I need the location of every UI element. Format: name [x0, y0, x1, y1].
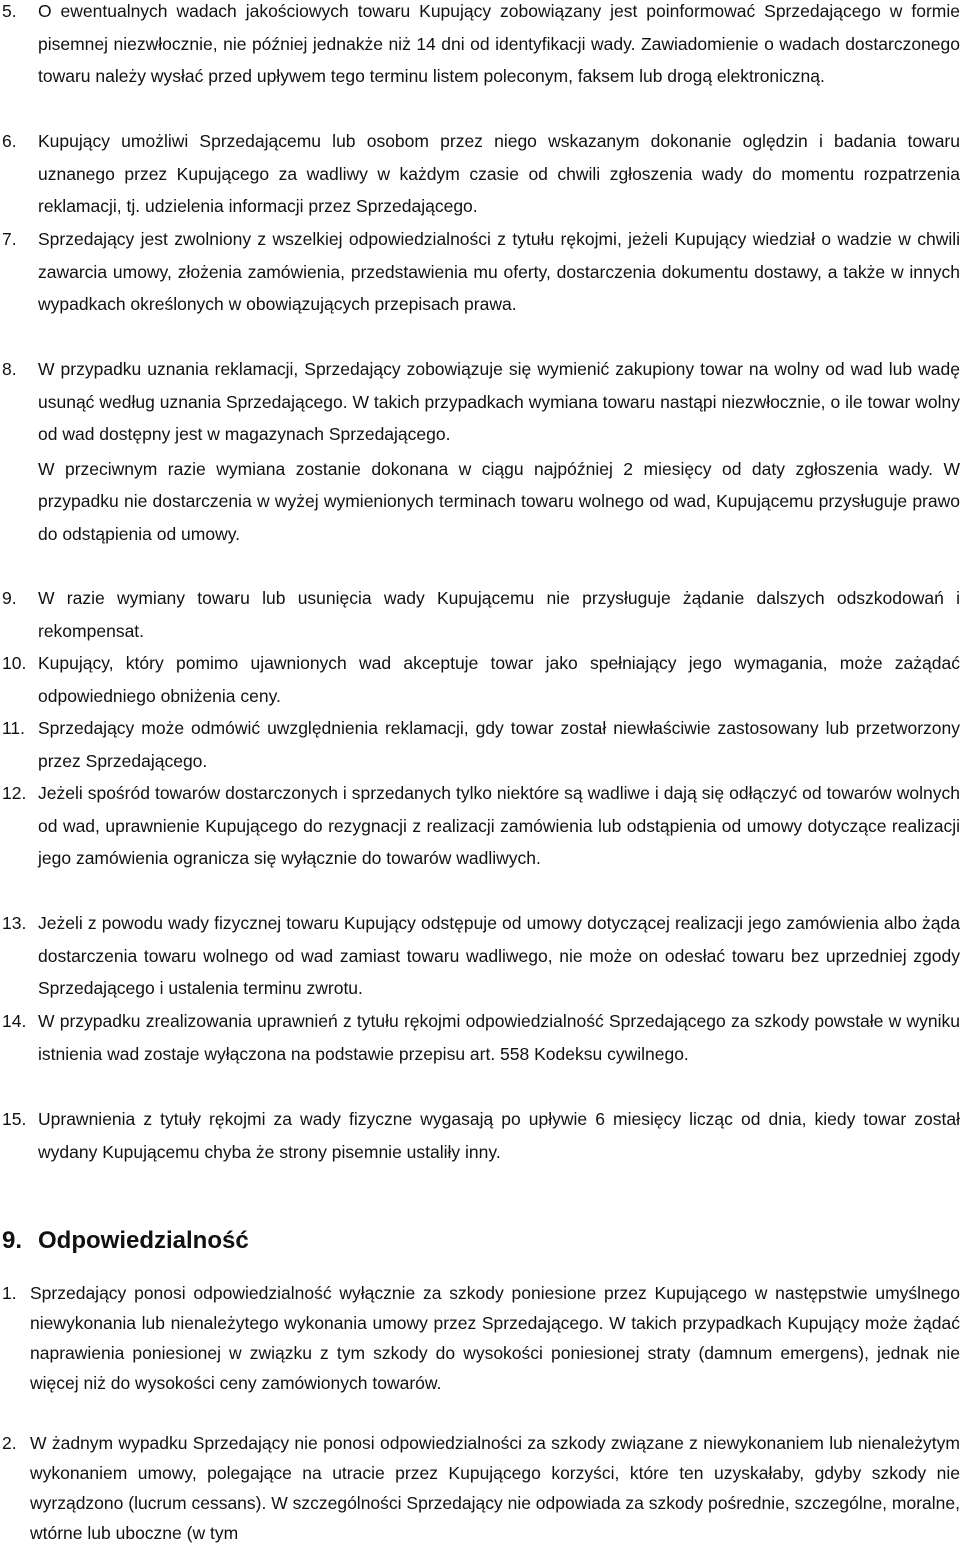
- item-number: 10.: [2, 653, 27, 673]
- list-item-15: [0, 1103, 960, 1168]
- section-number: 9.: [2, 1227, 23, 1254]
- item-number: 11.: [2, 718, 26, 738]
- item-number: 15.: [2, 1109, 27, 1129]
- item-text: Jeżeli z powodu wady fizycznej towaru Kupujący odstępuje od umowy dotyczącej realizacji jego zamówienia albo żąda dostarczenia towaru wolnego od wad zamiast towaru wadliwego, nie może on odesłać towaru bez uprzedniej zgody Sprzedającego i ustalenia terminu zwrotu.: [38, 913, 960, 999]
- list-item-5: [0, 0, 960, 93]
- item-number: 14.: [2, 1011, 27, 1031]
- list-item-14: [0, 1005, 960, 1070]
- item-number: 8.: [2, 359, 17, 379]
- item-text: W żadnym wypadku Sprzedający nie ponosi odpowiedzialności za szkody związane z niewykonaniem lub nienależytym wykonaniem umowy, polegające na utracie przez Kupującego korzyści, które ten uzyskałaby, gdyby szkody nie wyrządzono (lucrum cessans). W szczególności Sprzedający nie odpowiada za szkody pośrednie, szczególne, moralne, wtórne lub uboczne (w tym: [30, 1433, 960, 1543]
- item-text: Sprzedający może odmówić uwzględnienia reklamacji, gdy towar został niewłaściwie zastosowany lub przetworzony przez Sprzedającego.: [38, 718, 960, 771]
- list-item-7: [0, 223, 960, 321]
- item-number: 6.: [2, 131, 17, 151]
- list-item-6: [0, 125, 960, 223]
- item-number: 9.: [2, 588, 17, 608]
- item-text: Sprzedający jest zwolniony z wszelkiej odpowiedzialności z tytułu rękojmi, jeżeli Kupujący wiedział o wadzie w chwili zawarcia umowy, złożenia zamówienia, przedstawienia mu oferty, dostarczenia dokumentu dostawy, a także w innych wypadkach określonych w obowiązujących przepisach prawa.: [38, 229, 960, 315]
- section9-item-2: [0, 1428, 960, 1548]
- list-item-9: [0, 582, 960, 647]
- item-text: O ewentualnych wadach jakościowych towaru Kupujący zobowiązany jest poinformować Sprzedającego w formie pisemnej niezwłocznie, nie później jednakże niż 14 dni od identyfikacji wady. Zawiadomienie o wadach dostarczonego towaru należy wysłać przed upływem tego terminu listem poleconym, faksem lub drogą elektroniczną.: [38, 1, 960, 87]
- item-text: Jeżeli spośród towarów dostarczonych i sprzedanych tylko niektóre są wadliwe i dają się odłączyć od towarów wolnych od wad, uprawnienie Kupującego do rezygnacji z realizacji zamówienia lub odstąpienia od umowy dotyczące realizacji jego zamówienia ogranicza się wyłącznie do towarów wadliwych.: [38, 783, 960, 869]
- section-heading: [2, 1224, 249, 1258]
- list-item-12: [0, 777, 960, 875]
- item-text: W razie wymiany towaru lub usunięcia wady Kupującemu nie przysługuje żądanie dalszych odszkodowań i rekompensat.: [38, 588, 960, 641]
- list-item-11: [0, 712, 960, 777]
- item-number: 7.: [2, 229, 17, 249]
- item-number: 1.: [2, 1283, 17, 1303]
- list-item-8: [0, 353, 960, 551]
- item-text-continued: W przeciwnym razie wymiana zostanie dokonana w ciągu najpóźniej 2 miesięcy od daty zgłoszenia wady. W przypadku nie dostarczenia w wyżej wymienionych terminach towaru wolnego od wad, Kupującemu przysługuje prawo do odstąpienia od umowy.: [38, 458, 960, 544]
- section-title: Odpowiedzialność: [38, 1227, 249, 1254]
- list-item-10: [0, 647, 960, 712]
- list-item-13: [0, 907, 960, 1005]
- item-text: W przypadku uznania reklamacji, Sprzedający zobowiązuje się wymienić zakupiony towar na wolny od wad lub wadę usunąć według uznania Sprzedającego. W takich przypadkach wymiana towaru nastąpi niezwłocznie, o ile towar wolny od wad dostępny jest w magazynach Sprzedającego.: [38, 359, 960, 445]
- item-text: Kupujący, który pomimo ujawnionych wad akceptuje towar jako spełniający jego wymagania, może zażądać odpowiedniego obniżenia ceny.: [38, 653, 960, 706]
- item-number: 12.: [2, 783, 27, 803]
- item-text: Sprzedający ponosi odpowiedzialność wyłącznie za szkody poniesione przez Kupującego w następstwie umyślnego niewykonania lub nienależytego wykonania umowy przez Sprzedającego. W takich przypadkach Kupujący może żądać naprawienia poniesionej w związku z tym szkody do wysokości poniesionej straty (damnum emergens), jednak nie więcej niż do wysokości ceny zamówionych towarów.: [30, 1283, 960, 1393]
- item-text: Uprawnienia z tytuły rękojmi za wady fizyczne wygasają po upływie 6 miesięcy licząc od dnia, kiedy towar został wydany Kupującemu chyba że strony pisemnie ustaliły inny.: [38, 1109, 960, 1162]
- item-text: W przypadku zrealizowania uprawnień z tytułu rękojmi odpowiedzialność Sprzedającego za szkody powstałe w wyniku istnienia wad zostaje wyłączona na podstawie przepisu art. 558 Kodeksu cywilnego.: [38, 1011, 960, 1064]
- item-number: 13.: [2, 913, 27, 933]
- section9-item-1: [0, 1278, 960, 1398]
- item-number: 5.: [2, 1, 17, 21]
- item-number: 2.: [2, 1433, 17, 1453]
- item-text: Kupujący umożliwi Sprzedającemu lub osobom przez niego wskazanym dokonanie oględzin i badania towaru uznanego przez Kupującego za wadliwy w każdym czasie od chwili zgłoszenia wady do momentu rozpatrzenia reklamacji, tj. udzielenia informacji przez Sprzedającego.: [38, 131, 960, 217]
